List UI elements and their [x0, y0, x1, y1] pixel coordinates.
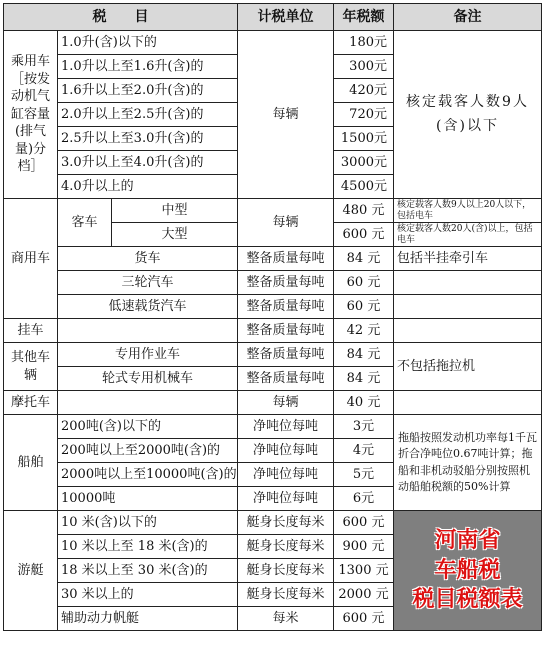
row-label: 3.0升以上至4.0升(含)的	[58, 151, 238, 175]
table-row	[4, 391, 542, 415]
row-note: 包括半挂牵引车	[394, 247, 542, 271]
row-unit: 艇身长度每米	[238, 535, 334, 559]
row-label: 4.0升以上的	[58, 175, 238, 199]
header-note: 备注	[394, 4, 542, 31]
row-tax: 3000元	[334, 151, 394, 175]
table-row	[4, 319, 542, 343]
row-label: 中型	[112, 199, 238, 223]
row-tax: 84 元	[334, 247, 394, 271]
vehicle-vessel-tax-table	[3, 3, 542, 631]
row-unit: 每米	[238, 607, 334, 631]
row-label: 200吨(含)以下的	[58, 415, 238, 439]
row-note-empty	[394, 391, 542, 415]
row-tax: 4500元	[334, 175, 394, 199]
row-label: 30 米以上的	[58, 583, 238, 607]
row-label: 辅助动力帆艇	[58, 607, 238, 631]
row-tax: 40 元	[334, 391, 394, 415]
row-unit: 整备质量每吨	[238, 367, 334, 391]
row-label: 1.0升以上至1.6升(含)的	[58, 55, 238, 79]
row-note-empty	[394, 295, 542, 319]
row-unit: 整备质量每吨	[238, 319, 334, 343]
passenger-note: 核定载客人数9人(含)以下	[394, 31, 542, 199]
row-label: 200吨以上至2000吨(含)的	[58, 439, 238, 463]
row-note-empty	[394, 319, 542, 343]
row-tax: 5元	[334, 463, 394, 487]
other-note: 不包括拖拉机	[394, 343, 542, 391]
row-tax: 720元	[334, 103, 394, 127]
category-trailer: 挂车	[4, 319, 58, 343]
row-label: 10 米以上至 18 米(含)的	[58, 535, 238, 559]
row-note-empty	[394, 271, 542, 295]
row-label: 低速载货汽车	[58, 295, 238, 319]
row-note: 核定载客人数9人以上20人以下，包括电车	[394, 199, 542, 223]
row-unit: 净吨位每吨	[238, 463, 334, 487]
row-tax: 600 元	[334, 607, 394, 631]
row-label-empty	[58, 391, 238, 415]
table-row	[4, 343, 542, 367]
brand-line-1: 河南省	[434, 527, 501, 553]
row-tax: 180元	[334, 31, 394, 55]
row-label: 专用作业车	[58, 343, 238, 367]
table-row	[4, 271, 542, 295]
row-label: 三轮汽车	[58, 271, 238, 295]
table-row	[4, 295, 542, 319]
row-tax: 2000 元	[334, 583, 394, 607]
row-label: 2000吨以上至10000吨(含)的	[58, 463, 238, 487]
row-tax: 60 元	[334, 295, 394, 319]
row-note: 核定载客人数20人(含)以上，包括电车	[394, 223, 542, 247]
row-label: 18 米以上至 30 米(含)的	[58, 559, 238, 583]
table-row	[4, 511, 542, 535]
row-label: 货车	[58, 247, 238, 271]
row-unit: 艇身长度每米	[238, 511, 334, 535]
brand-line-2: 车船税	[434, 557, 501, 583]
row-label: 1.0升(含)以下的	[58, 31, 238, 55]
row-unit: 整备质量每吨	[238, 343, 334, 367]
passenger-unit: 每辆	[238, 31, 334, 199]
category-ships: 船舶	[4, 415, 58, 511]
row-label: 大型	[112, 223, 238, 247]
row-tax: 60 元	[334, 271, 394, 295]
row-tax: 1500元	[334, 127, 394, 151]
row-label: 10 米(含)以下的	[58, 511, 238, 535]
brand-line-3: 税目税额表	[412, 587, 523, 613]
row-tax: 6元	[334, 487, 394, 511]
row-tax: 420元	[334, 79, 394, 103]
bus-label: 客车	[58, 199, 112, 247]
row-label: 10000吨	[58, 487, 238, 511]
row-label: 轮式专用机械车	[58, 367, 238, 391]
row-unit: 整备质量每吨	[238, 271, 334, 295]
header-tax-item: 税 目	[4, 4, 238, 31]
row-label: 2.5升以上至3.0升(含)的	[58, 127, 238, 151]
category-motorcycle: 摩托车	[4, 391, 58, 415]
row-unit: 净吨位每吨	[238, 487, 334, 511]
header-annual-tax: 年税额	[334, 4, 394, 31]
row-tax: 42 元	[334, 319, 394, 343]
row-unit: 艇身长度每米	[238, 559, 334, 583]
category-passenger-car: 乘用车［按发动机气缸容量(排气量)分档］	[4, 31, 58, 199]
row-tax: 84 元	[334, 343, 394, 367]
row-unit: 每辆	[238, 391, 334, 415]
table-row	[4, 247, 542, 271]
row-unit: 整备质量每吨	[238, 247, 334, 271]
table-header-row	[4, 4, 542, 31]
row-tax: 600 元	[334, 223, 394, 247]
category-other-vehicles: 其他车辆	[4, 343, 58, 391]
ships-note: 拖船按照发动机功率每1千瓦折合净吨位0.67吨计算；拖船和非机动驳船分别按照机动船舶税额的50%计算	[394, 415, 542, 511]
category-yachts: 游艇	[4, 511, 58, 631]
table-row	[4, 199, 542, 223]
row-tax: 300元	[334, 55, 394, 79]
row-tax: 3元	[334, 415, 394, 439]
table-row	[4, 415, 542, 439]
row-tax: 84 元	[334, 367, 394, 391]
row-tax: 4元	[334, 439, 394, 463]
row-label: 2.0升以上至2.5升(含)的	[58, 103, 238, 127]
brand-banner	[394, 511, 542, 631]
row-label: 1.6升以上至2.0升(含)的	[58, 79, 238, 103]
row-tax: 1300 元	[334, 559, 394, 583]
row-unit: 净吨位每吨	[238, 439, 334, 463]
table-row	[4, 31, 542, 55]
row-unit: 艇身长度每米	[238, 583, 334, 607]
bus-unit: 每辆	[238, 199, 334, 247]
category-commercial-vehicle: 商用车	[4, 199, 58, 319]
row-tax: 600 元	[334, 511, 394, 535]
row-label-empty	[58, 319, 238, 343]
row-unit: 净吨位每吨	[238, 415, 334, 439]
row-tax: 480 元	[334, 199, 394, 223]
row-tax: 900 元	[334, 535, 394, 559]
header-unit: 计税单位	[238, 4, 334, 31]
row-unit: 整备质量每吨	[238, 295, 334, 319]
